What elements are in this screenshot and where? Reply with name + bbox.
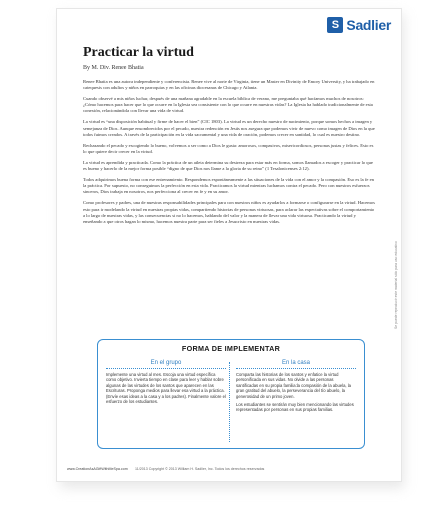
home-text-2: Los estudiantes se sentirán muy bien mencionando las virtudes representadas por personas en sus propias familias. (236, 402, 354, 413)
reproduction-note: Se puede reproducir este material sólo para uso educativo (394, 241, 398, 329)
page-title: Practicar la virtud (83, 45, 194, 60)
group-column (106, 360, 226, 407)
sadlier-logo-icon: S (327, 17, 343, 33)
sadlier-logo-text: Sadlier (346, 17, 391, 33)
sadlier-logo (327, 17, 391, 33)
paragraph-practice: La virtud es aprendida y practicada. Como la práctica de un atleta determina su destreza para estar más en forma, somos llamados a escoger y practicar lo que es bueno y hacerlo de la mejor forma posible “digno de que Dios nos llame a la gloria de su reino” (1 Tesalonicenses 2:12). (83, 159, 373, 172)
author-byline: By M. Div. Renee Bhatia (83, 65, 144, 71)
column-divider (229, 362, 230, 442)
home-heading: En la casa (236, 360, 356, 369)
footer-copyright: 11/2013 Copyright © 2013 William H. Sadlier, Inc. Todos los derechos reservados (135, 467, 265, 471)
group-heading: En el grupo (106, 360, 226, 369)
home-column (236, 360, 356, 416)
article-body (83, 79, 375, 230)
implementation-title: FORMA DE IMPLEMENTAR (181, 344, 281, 353)
document-page (56, 8, 402, 482)
paragraph-teachers-parents: Como profesores y padres, una de nuestras responsabilidades principales para con nuestros niños es ayudarlos a formarse o configurarse en la virtud. Hacemos esto para ir modelando la virtud en nuestras propias vidas, compartiendo historias de personas virtuosas, para aclarar las expectativas sobre el comportamiento a lo largo de nuestras vidas, y las consecuencias si no lo hacemos, hablando del valor y la manera de llevar una vida virtuosa. Practicando la virtud y enseñando a que otros hagan lo mismo, hacemos nuestra parte para ser fieles a Jesucristo en nuestras vidas. (83, 200, 375, 224)
paragraph-definition: La virtud es “una disposición habitual y firme de hacer el bien” (CIC 1803). La virtud es un derecho nuestro de nacimiento, porque somos hechos a imagen y semejanza de Dios. Aunque ensombrecidos por el pecado, nuestra redención en Jesús nos asegura que podemos vivir de nuevo como imagen de Dios en la que todos fuimos creados. A través de la participación en la vida sacramental y una vida de oración, podemos crecer en santidad, lo cual es nuestro destino. (83, 119, 375, 137)
group-text: Implemente una virtud al mes. Escoja una virtud específica como objetivo. Invierta tiempo en clase para leer y hablar sobre algunas de las virtudes de los santos que aparecen en las Escrituras. Proponga medios para llevar esa virtud a la práctica. (Envíe esas ideas a la casa y a los padres). Finalmente valore el esfuerzo de los estudiantes. (106, 372, 226, 405)
paragraph-rejecting-sin: Rechazando el pecado y escogiendo lo bueno, volvemos a ser como a Dios le gusta: amorosos, compasivos, misericordiosos, personas justas y felices. Esto es lo que quiere decir crecer en la virtud. (83, 142, 374, 154)
footer-site-link[interactable]: www.CreationAsAGiftWithMeSpa.com (67, 467, 128, 471)
paragraph-author-bio: Renee Bhatia es una autora independiente y conferencista. Renee vive al norte de Virginia, tiene un Master en Divinity de Emory University, y ha trabajado en catequesis con adultos y niños en parroquias y en las oficinas diocesanas de Chicago y Atlanta. (83, 79, 375, 91)
paragraph-intro: Cuando observé a mis niños luchar, después de una mañana agradable en la escuela bíblica de verano, me preguntaba qué hacíamos muchos de nosotros: ¿Cómo hacemos para hacer que lo que ocurre en la Iglesia sea consistente con lo que ocurre en nuestras vidas? La Iglesia ha hablado tradicionalmente de esta conexión, relacionándola con llevar una vida de virtud. (83, 96, 373, 114)
home-text-1: Comparta las historias de los santos y enfatice la virtud personificada en sus vidas. No olvide a las personas santificadas en su propia familia:la compasión de la abuela, la gran gratitud del abuelo, la perseverancia del tío abuelo, la generosidad de un primo joven. (236, 372, 351, 399)
implementation-box (97, 339, 365, 449)
paragraph-training: Todos adquirimos buena forma con ese entrenamiento. Respondemos espontáneamente a las situaciones de la vida con el amor y la compasión. Eso es la fe en la práctica. Por supuesto, no conseguimos la perfección en esta vida. Practicamos la virtud mientras luchamos contra el pecado. Pero con nuestros esfuerzos sinceros, Dios trabaja en nosotros, nos perfecciona al crecer en fe y en su amor. (83, 177, 374, 195)
